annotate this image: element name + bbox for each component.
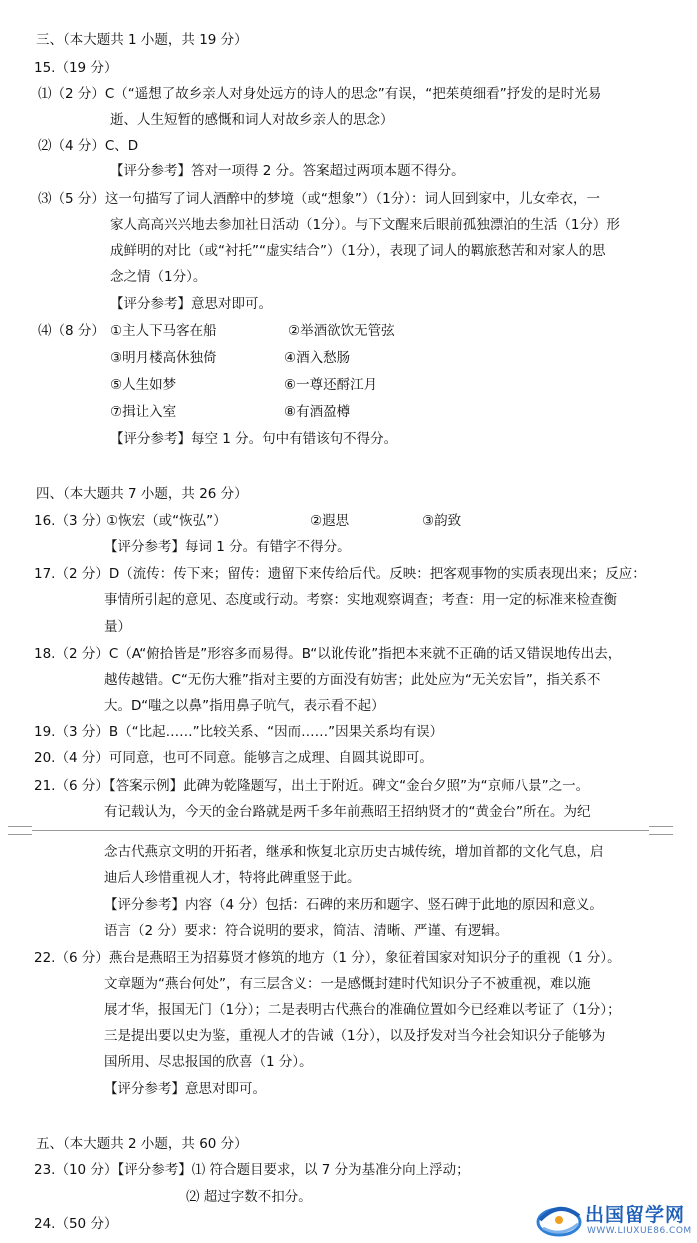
q22-line2: 文章题为“燕台何处”，有三层含义：一是感慨封建时代知识分子不被重视，难以施 bbox=[104, 976, 591, 992]
q16-answer-2: ②遐思 bbox=[310, 513, 350, 529]
q15-part3-line1: ⑶（5 分）这一句描写了词人酒醉中的梦境（或“想象”）（1分）：词人回到家中，儿女牵衣，一 bbox=[38, 191, 600, 207]
q16-note: 【评分参考】每词 1 分。有错字不得分。 bbox=[104, 539, 351, 555]
blank-answer-2: ②举酒欲饮无管弦 bbox=[288, 323, 395, 339]
q15-part3-line4: 念之情（1分）。 bbox=[110, 269, 207, 285]
q22-line4: 三是提出要以史为鉴，重视人才的告诫（1分），以及抒发对当今社会知识分子能够为 bbox=[104, 1028, 606, 1044]
question-16-heading: 16.（3 分） bbox=[34, 513, 109, 529]
q21-line3: 念古代燕京文明的开拓者，继承和恢复北京历史古城传统，增加首都的文化气息，启 bbox=[104, 844, 604, 860]
q22-line1: 22.（6 分）燕台是燕昭王为招募贤才修筑的地方（1 分），象征着国家对知识分子的重视（1 分）。 bbox=[34, 950, 621, 966]
q22-line3: 展才华，报国无门（1分）；二是表明古代燕台的准确位置如今已经难以考证了（1分）； bbox=[104, 1002, 621, 1018]
q18-line2: 越传越错。C“无伤大雅”指对主要的方面没有妨害；此处应为“无关宏旨”，指关系不 bbox=[104, 672, 601, 688]
blank-answer-1: ①主人下马客在船 bbox=[110, 323, 217, 339]
q15-part3-line2: 家人高高兴兴地去参加社日活动（1分）。与下文醒来后眼前孤独漂泊的生活（1分）形 bbox=[110, 217, 620, 233]
q15-part1-line2: 逝、人生短暂的感慨和词人对故乡亲人的思念） bbox=[110, 112, 394, 128]
q17-line1: 17.（2 分）D（流传：传下来；留传：遗留下来传给后代。反映：把客观事物的实质表现出来；反应： bbox=[34, 566, 646, 582]
q23-line2: ⑵ 超过字数不扣分。 bbox=[186, 1189, 312, 1205]
q21-note-content: 【评分参考】内容（4 分）包括：石碑的来历和题字、竖石碑于此地的原因和意义。 bbox=[104, 897, 603, 913]
blank-answer-5: ⑤人生如梦 bbox=[110, 377, 177, 393]
q22-line5: 国所用、尽忠报国的欣喜（1 分）。 bbox=[104, 1054, 313, 1070]
q15-part3-note: 【评分参考】意思对即可。 bbox=[110, 296, 272, 312]
q18-line1: 18.（2 分）C（A“俯拾皆是”形容多而易得。B“以讹传讹”指把本来就不正确的话又错误地传出去， bbox=[34, 646, 622, 662]
q21-line1: 21.（6 分）【答案示例】此碑为乾隆题写，出土于附近。碑文“金台夕照”为“京师八景”之一。 bbox=[34, 778, 590, 794]
blank-answer-4: ④酒入愁肠 bbox=[284, 350, 351, 366]
q21-line4: 迪后人珍惜重视人才，特将此碑重竖于此。 bbox=[104, 870, 361, 886]
q15-part1-line1: ⑴（2 分）C（“遥想了故乡亲人对身处远方的诗人的思念”有误，“把茱萸细看”抒发的是时光易 bbox=[38, 86, 602, 102]
q20: 20.（4 分）可同意，也可不同意。能够言之成理、自圆其说即可。 bbox=[34, 750, 433, 766]
site-watermark-logo bbox=[535, 1198, 695, 1240]
section-3-title: 三、（本大题共 1 小题，共 19 分） bbox=[36, 32, 248, 48]
question-15-heading: 15.（19 分） bbox=[34, 60, 118, 76]
watermark-url: WWW.LIUXUE86.COM bbox=[587, 1226, 692, 1236]
blank-answer-7: ⑦揖让入室 bbox=[110, 404, 177, 420]
q16-answer-1: ①恢宏（或“恢弘”） bbox=[106, 513, 227, 529]
watermark-name: 出国留学网 bbox=[585, 1204, 686, 1226]
q19: 19.（3 分）B（“比起……”比较关系、“因而……”因果关系均有误） bbox=[34, 724, 444, 740]
q15-part3-line3: 成鲜明的对比（或“衬托”“虚实结合”）（1分），表现了词人的羁旅愁苦和对家人的思 bbox=[110, 243, 606, 259]
q21-line2: 有记载认为，今天的金台路就是两千多年前燕昭王招纳贤才的“黄金台”所在。为纪 bbox=[104, 804, 591, 820]
q16-answer-3: ③韵致 bbox=[422, 513, 462, 529]
q17-line2: 事情所引起的意见、态度或行动。考察：实地观察调查；考查：用一定的标准来检查衡 bbox=[104, 592, 617, 608]
q21-note-language: 语言（2 分）要求：符合说明的要求，简洁、清晰、严谨、有逻辑。 bbox=[104, 923, 509, 939]
blank-answer-8: ⑧有酒盈樽 bbox=[284, 404, 351, 420]
page-break-separator bbox=[0, 826, 697, 836]
section-5-title: 五、（本大题共 2 小题，共 60 分） bbox=[36, 1136, 248, 1152]
q24: 24.（50 分） bbox=[34, 1216, 118, 1232]
q23-line1: 23.（10 分）【评分参考】⑴ 符合题目要求，以 7 分为基准分向上浮动； bbox=[34, 1162, 470, 1178]
q22-note: 【评分参考】意思对即可。 bbox=[104, 1081, 266, 1097]
q15-part4-heading: ⑷（8 分） bbox=[38, 323, 105, 339]
section-4-title: 四、（本大题共 7 小题，共 26 分） bbox=[36, 486, 248, 502]
q15-part2: ⑵（4 分）C、D bbox=[38, 138, 139, 154]
q17-line3: 量） bbox=[104, 619, 131, 635]
blank-answer-3: ③明月楼高休独倚 bbox=[110, 350, 217, 366]
globe-swirl-icon bbox=[535, 1198, 583, 1240]
q15-part2-note: 【评分参考】答对一项得 2 分。答案超过两项本题不得分。 bbox=[110, 163, 465, 179]
blank-answer-6: ⑥一尊还酹江月 bbox=[284, 377, 378, 393]
q15-part4-note: 【评分参考】每空 1 分。句中有错该句不得分。 bbox=[110, 431, 398, 447]
q18-line3: 大。D“嗤之以鼻”指用鼻子吭气，表示看不起） bbox=[104, 698, 385, 714]
